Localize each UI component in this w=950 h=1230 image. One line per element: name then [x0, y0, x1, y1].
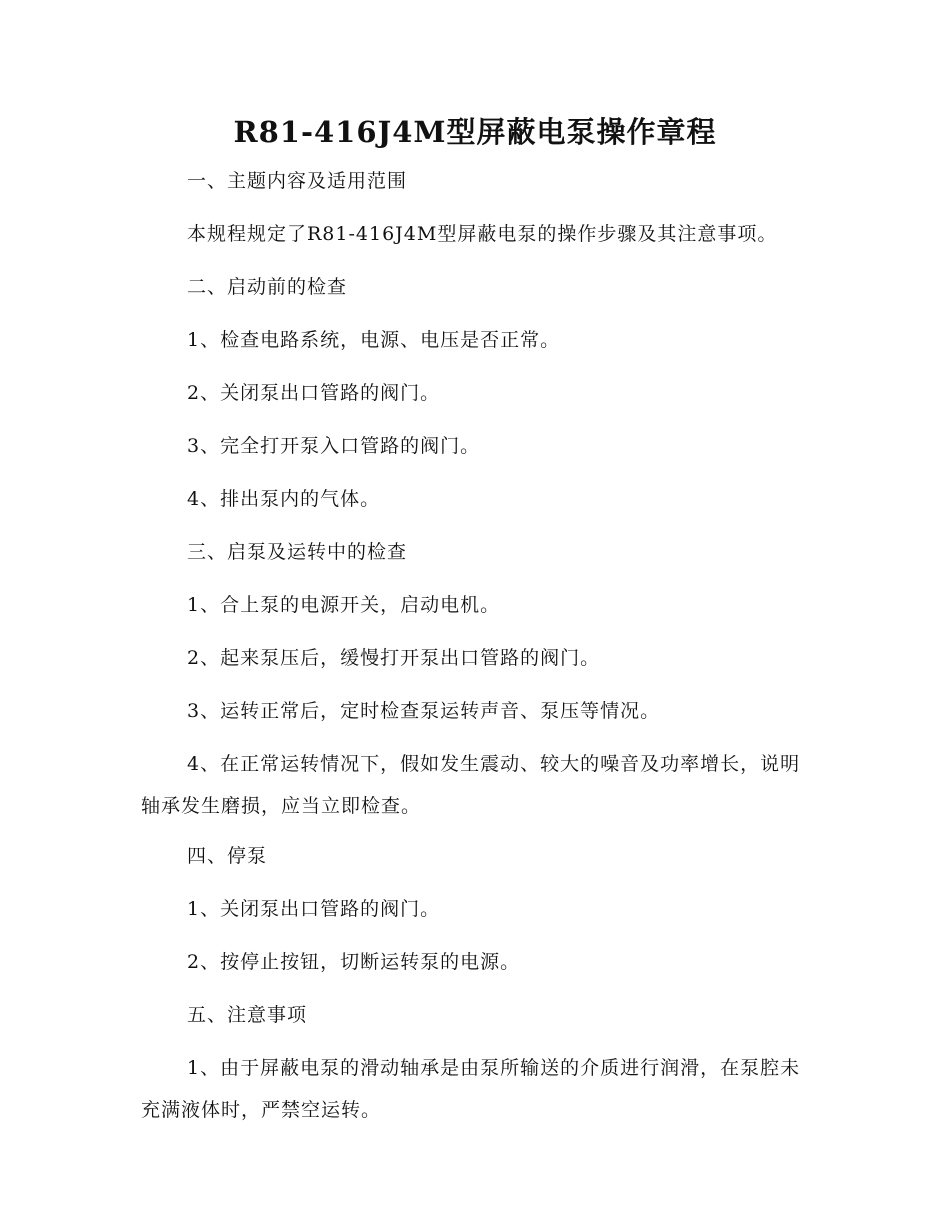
- list-item-open-outlet-slowly: 2、起来泵压后，缓慢打开泵出口管路的阀门。: [187, 647, 601, 669]
- paragraph-scope-text: 本规程规定了R81-416J4M型屏蔽电泵的操作步骤及其注意事项。: [187, 223, 778, 245]
- section-heading-notes: 五、注意事项: [187, 1004, 308, 1026]
- list-item-open-inlet-valve: 3、完全打开泵入口管路的阀门。: [187, 435, 481, 457]
- list-item-close-outlet-valve-stop: 1、关闭泵出口管路的阀门。: [187, 898, 441, 920]
- document-body: [141, 166, 811, 1145]
- section-heading-stop-pump: 四、停泵: [187, 845, 268, 867]
- list-item-vent-gas: 4、排出泵内的气体。: [187, 488, 381, 510]
- section-heading-pre-start-check: 二、启动前的检查: [187, 276, 348, 298]
- section-heading-scope: 一、主题内容及适用范围: [187, 170, 408, 192]
- list-item-periodic-inspection: 3、运转正常后，定时检查泵运转声音、泵压等情况。: [187, 700, 661, 722]
- list-item-bearing-wear: 4、在正常运转情况下，假如发生震动、较大的噪音及功率增长，说明轴承发生磨损，应当立即检查。: [141, 753, 801, 817]
- list-item-power-on: 1、合上泵的电源开关，启动电机。: [187, 594, 501, 616]
- list-item-press-stop-button: 2、按停止按钮，切断运转泵的电源。: [187, 951, 521, 973]
- list-item-no-dry-run: 1、由于屏蔽电泵的滑动轴承是由泵所输送的介质进行润滑，在泵腔未充满液体时，严禁空运转。: [141, 1057, 801, 1121]
- list-item-check-circuit: 1、检查电路系统，电源、电压是否正常。: [187, 329, 561, 351]
- section-heading-start-and-running: 三、启泵及运转中的检查: [187, 541, 408, 563]
- list-item-close-outlet-valve: 2、关闭泵出口管路的阀门。: [187, 382, 441, 404]
- document-title: R81-416J4M型屏蔽电泵操作章程: [233, 115, 717, 149]
